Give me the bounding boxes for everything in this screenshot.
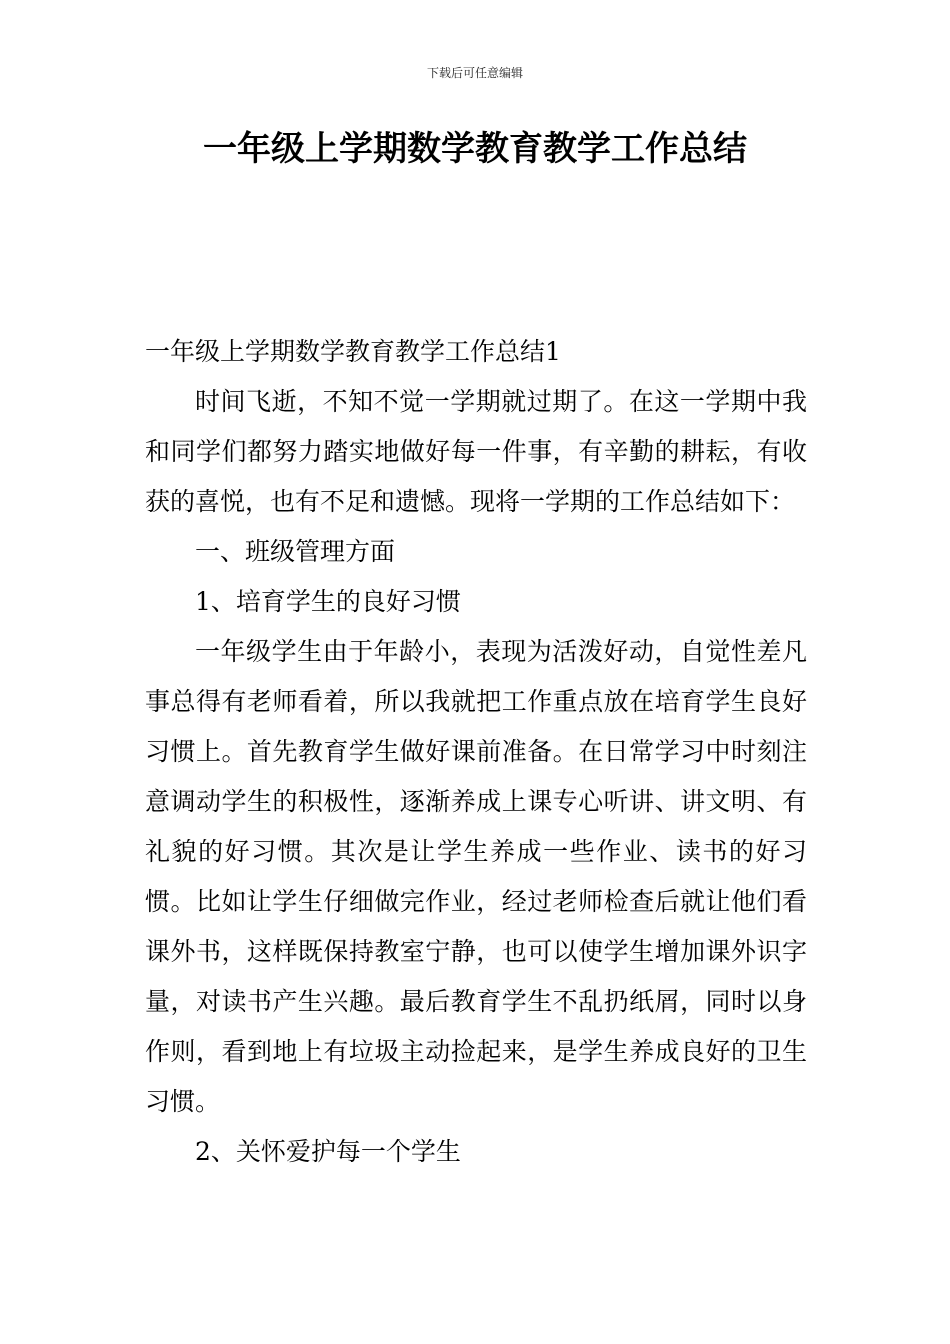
section-title: 一年级上学期数学教育教学工作总结1 bbox=[145, 337, 561, 366]
heading-class-management: 一、班级管理方面 bbox=[195, 537, 396, 566]
subheading-good-habits: 1、培育学生的良好习惯 bbox=[195, 587, 461, 616]
subheading-care-students: 2、关怀爱护每一个学生 bbox=[195, 1137, 461, 1166]
document-body bbox=[145, 327, 807, 1177]
document-title: 一年级上学期数学教育教学工作总结 bbox=[203, 129, 747, 169]
habits-paragraph: 一年级学生由于年龄小，表现为活泼好动，自觉性差凡事总得有老师看着，所以我就把工作重点放在培育学生良好习惯上。首先教育学生做好课前准备。在日常学习中时刻注意调动学生的积极性，逐渐养成上课专心听讲、讲文明、有礼貌的好习惯。其次是让学生养成一些作业、读书的好习惯。比如让学生仔细做完作业，经过老师检查后就让他们看课外书，这样既保持教室宁静，也可以使学生增加课外识字量，对读书产生兴趣。最后教育学生不乱扔纸屑，同时以身作则，看到地上有垃圾主动捡起来，是学生养成良好的卫生习惯。 bbox=[145, 637, 807, 1116]
header-note: 下载后可任意编辑 bbox=[426, 66, 523, 80]
intro-paragraph: 时间飞逝，不知不觉一学期就过期了。在这一学期中我和同学们都努力踏实地做好每一件事，有辛勤的耕耘，有收获的喜悦，也有不足和遗憾。现将一学期的工作总结如下： bbox=[145, 387, 807, 516]
